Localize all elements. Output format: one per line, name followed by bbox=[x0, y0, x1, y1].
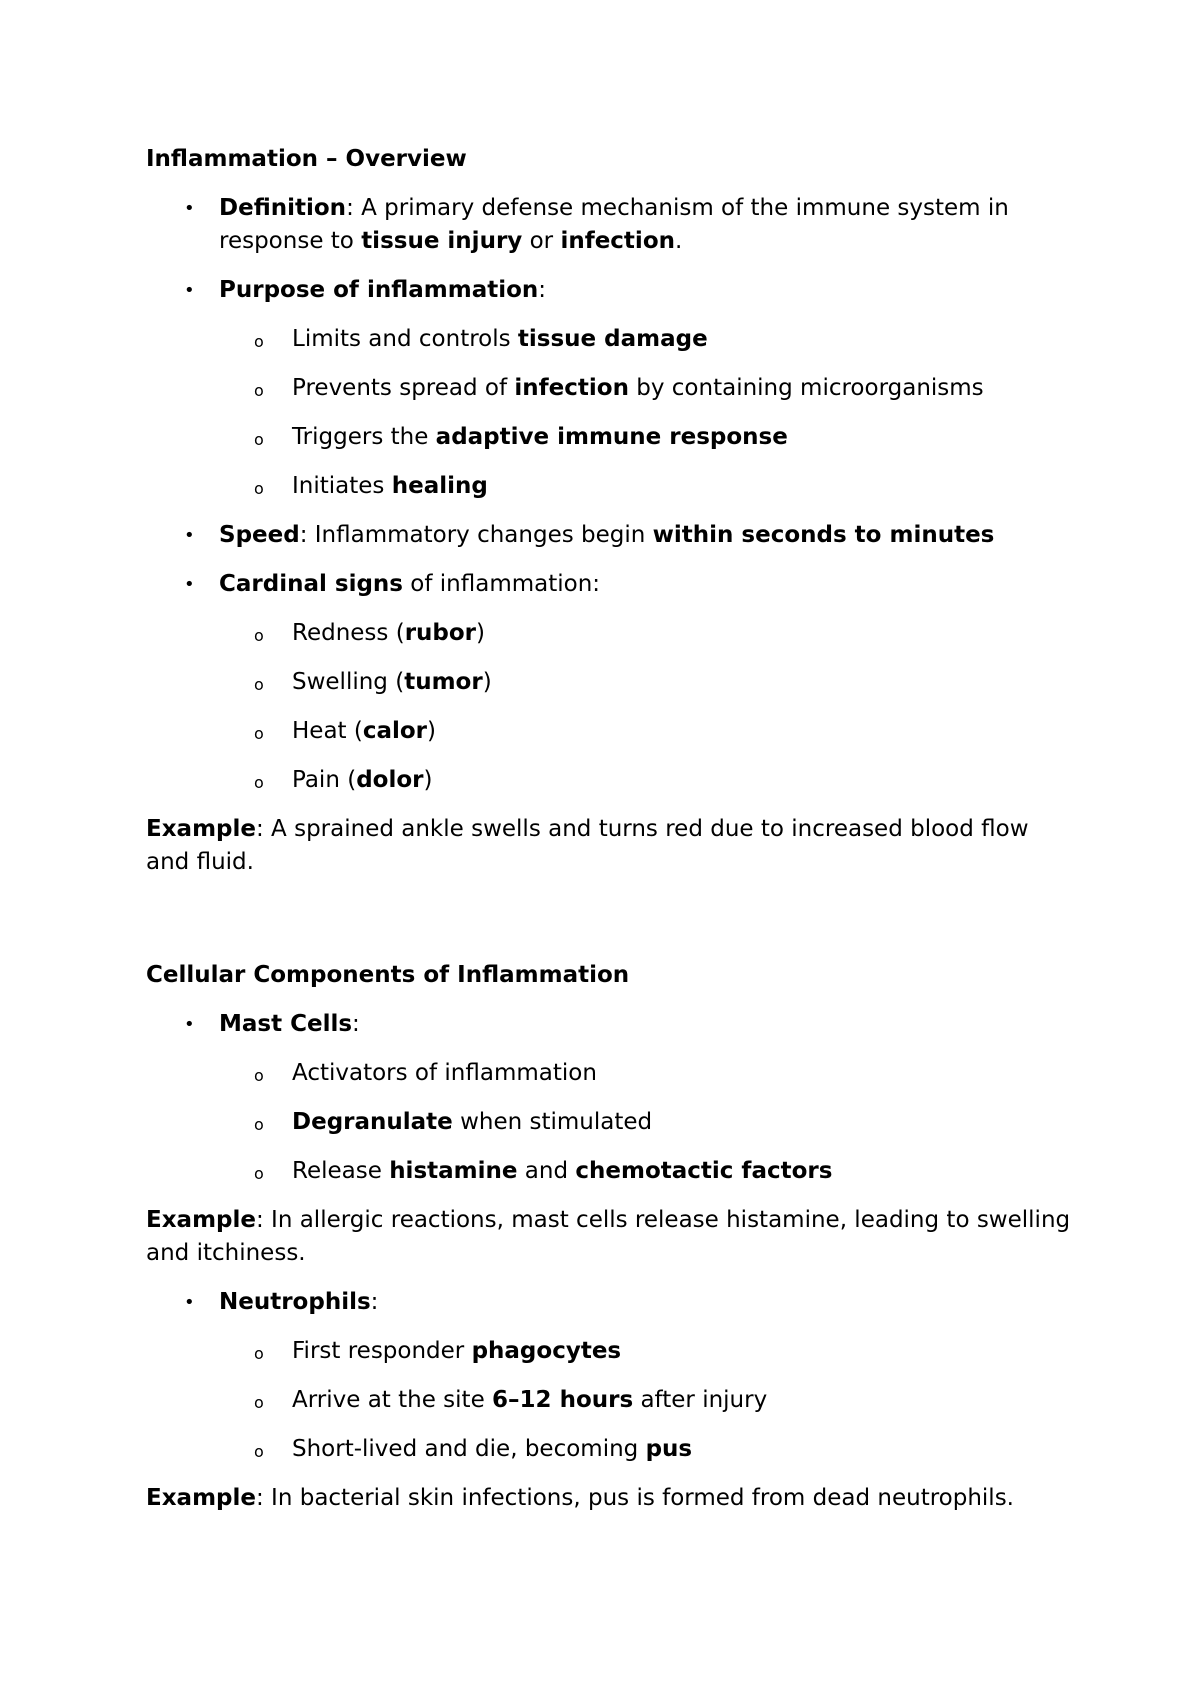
speed-text: : Inflammatory changes begin bbox=[299, 522, 653, 548]
purpose-suffix: : bbox=[538, 277, 547, 303]
item-bold: dolor bbox=[356, 767, 424, 793]
item-text: after injury bbox=[633, 1387, 768, 1413]
list-item bbox=[146, 1335, 1076, 1368]
mast-sublist bbox=[146, 1057, 1076, 1188]
item-text: Swelling ( bbox=[292, 669, 405, 695]
list-item-mast-cells bbox=[146, 1008, 1076, 1188]
list-item bbox=[146, 1106, 1076, 1139]
item-text: Triggers the bbox=[292, 424, 436, 450]
bullet-icon: • bbox=[184, 280, 195, 301]
list-item bbox=[146, 1155, 1076, 1188]
item-bold: histamine bbox=[389, 1158, 518, 1184]
circle-bullet-icon: o bbox=[254, 773, 264, 792]
cardinal-sublist bbox=[146, 617, 1076, 797]
item-bold: 6–12 hours bbox=[492, 1387, 634, 1413]
circle-bullet-icon: o bbox=[254, 724, 264, 743]
definition-text-b: or bbox=[522, 228, 561, 254]
example-bacterial-infections bbox=[146, 1482, 1076, 1515]
circle-bullet-icon: o bbox=[254, 1393, 264, 1412]
bullet-icon: • bbox=[184, 198, 195, 219]
circle-bullet-icon: o bbox=[254, 626, 264, 645]
item-text: ) bbox=[482, 669, 492, 695]
mast-cells-list bbox=[146, 1008, 1076, 1188]
list-item bbox=[146, 764, 1076, 797]
cardinal-label: Cardinal signs bbox=[219, 571, 403, 597]
list-item bbox=[146, 470, 1076, 503]
definition-text-c: . bbox=[675, 228, 683, 254]
mast-suffix: : bbox=[352, 1011, 360, 1037]
example-text: : A sprained ankle swells and turns red due to increased blood flow and fluid. bbox=[146, 816, 1029, 875]
item-text: Limits and controls bbox=[292, 326, 518, 352]
item-text: Short-lived and die, becoming bbox=[292, 1436, 646, 1462]
example-label: Example bbox=[146, 816, 256, 842]
bullet-icon: • bbox=[184, 1014, 195, 1035]
item-bold: calor bbox=[362, 718, 428, 744]
list-item bbox=[146, 666, 1076, 699]
example-label: Example bbox=[146, 1485, 256, 1511]
bullet-icon: • bbox=[184, 574, 195, 595]
circle-bullet-icon: o bbox=[254, 1442, 264, 1461]
circle-bullet-icon: o bbox=[254, 479, 264, 498]
circle-bullet-icon: o bbox=[254, 1115, 264, 1134]
list-item-definition bbox=[146, 192, 1076, 258]
list-item-speed bbox=[146, 519, 1076, 552]
list-item bbox=[146, 617, 1076, 650]
list-item bbox=[146, 421, 1076, 454]
purpose-line bbox=[146, 274, 1076, 307]
definition-bold-a: tissue injury bbox=[361, 228, 523, 254]
speed-label: Speed bbox=[219, 522, 300, 548]
list-item bbox=[146, 323, 1076, 356]
purpose-sublist bbox=[146, 323, 1076, 503]
item-bold: healing bbox=[391, 473, 488, 499]
example-label: Example bbox=[146, 1207, 256, 1233]
item-text: Redness ( bbox=[292, 620, 405, 646]
item-bold: tissue damage bbox=[517, 326, 708, 352]
item-bold: tumor bbox=[404, 669, 483, 695]
speed-bold: within seconds to minutes bbox=[652, 522, 995, 548]
list-item bbox=[146, 1057, 1076, 1090]
cardinal-suffix: of inflammation: bbox=[402, 571, 601, 597]
item-bold: rubor bbox=[404, 620, 477, 646]
circle-bullet-icon: o bbox=[254, 1164, 264, 1183]
item-bold: phagocytes bbox=[471, 1338, 622, 1364]
list-item-purpose bbox=[146, 274, 1076, 503]
item-bold: infection bbox=[514, 375, 629, 401]
mast-line bbox=[146, 1008, 1076, 1041]
item-bold: adaptive immune response bbox=[435, 424, 788, 450]
item-text: ) bbox=[476, 620, 485, 646]
item-text: and bbox=[517, 1158, 576, 1184]
item-bold: Degranulate bbox=[292, 1109, 453, 1135]
item-bold: pus bbox=[645, 1436, 693, 1462]
document-page bbox=[146, 143, 1076, 1531]
circle-bullet-icon: o bbox=[254, 1344, 264, 1363]
list-item bbox=[146, 1384, 1076, 1417]
item-text: Pain ( bbox=[292, 767, 357, 793]
mast-label: Mast Cells bbox=[219, 1011, 353, 1037]
list-item bbox=[146, 715, 1076, 748]
list-item bbox=[146, 372, 1076, 405]
circle-bullet-icon: o bbox=[254, 1066, 264, 1085]
neutrophils-line bbox=[146, 1286, 1076, 1319]
section-title-inflammation-overview: Inflammation – Overview bbox=[146, 146, 467, 172]
bullet-icon: • bbox=[184, 525, 195, 546]
cardinal-line bbox=[146, 568, 1076, 601]
neutrophils-suffix: : bbox=[370, 1289, 379, 1315]
list-item-cardinal-signs bbox=[146, 568, 1076, 797]
list-item bbox=[146, 1433, 1076, 1466]
circle-bullet-icon: o bbox=[254, 381, 264, 400]
section-title-cellular-components: Cellular Components of Inflammation bbox=[146, 962, 630, 988]
definition-label: Definition bbox=[219, 195, 347, 221]
definition-bold-b: infection bbox=[560, 228, 675, 254]
circle-bullet-icon: o bbox=[254, 430, 264, 449]
example-allergic-reactions bbox=[146, 1204, 1076, 1270]
example-text: : In bacterial skin infections, pus is formed from dead neutrophils. bbox=[255, 1485, 1014, 1511]
item-text: when stimulated bbox=[452, 1109, 653, 1135]
bullet-icon: • bbox=[184, 1292, 195, 1313]
item-text: ) bbox=[427, 718, 437, 744]
example-text: : In allergic reactions, mast cells release histamine, leading to swelling and itchiness. bbox=[146, 1207, 1071, 1266]
neutrophils-sublist bbox=[146, 1335, 1076, 1466]
item-bold: chemotactic factors bbox=[575, 1158, 833, 1184]
item-text: Arrive at the site bbox=[292, 1387, 493, 1413]
circle-bullet-icon: o bbox=[254, 675, 264, 694]
neutrophils-list bbox=[146, 1286, 1076, 1466]
item-text: Initiates bbox=[292, 473, 392, 499]
list-item-neutrophils bbox=[146, 1286, 1076, 1466]
item-text: Release bbox=[292, 1158, 390, 1184]
circle-bullet-icon: o bbox=[254, 332, 264, 351]
overview-list bbox=[146, 192, 1076, 797]
definition-text-a: : A primary defense mechanism of the immune system in response to bbox=[219, 195, 1009, 254]
neutrophils-label: Neutrophils bbox=[219, 1289, 371, 1315]
item-text: Prevents spread of bbox=[292, 375, 515, 401]
example-sprained-ankle bbox=[146, 813, 1076, 879]
item-text: First responder bbox=[292, 1338, 472, 1364]
item-text: Activators of inflammation bbox=[292, 1060, 597, 1086]
item-text: ) bbox=[423, 767, 433, 793]
purpose-label: Purpose of inflammation bbox=[219, 277, 539, 303]
item-text: by containing microorganisms bbox=[628, 375, 984, 401]
item-text: Heat ( bbox=[292, 718, 363, 744]
